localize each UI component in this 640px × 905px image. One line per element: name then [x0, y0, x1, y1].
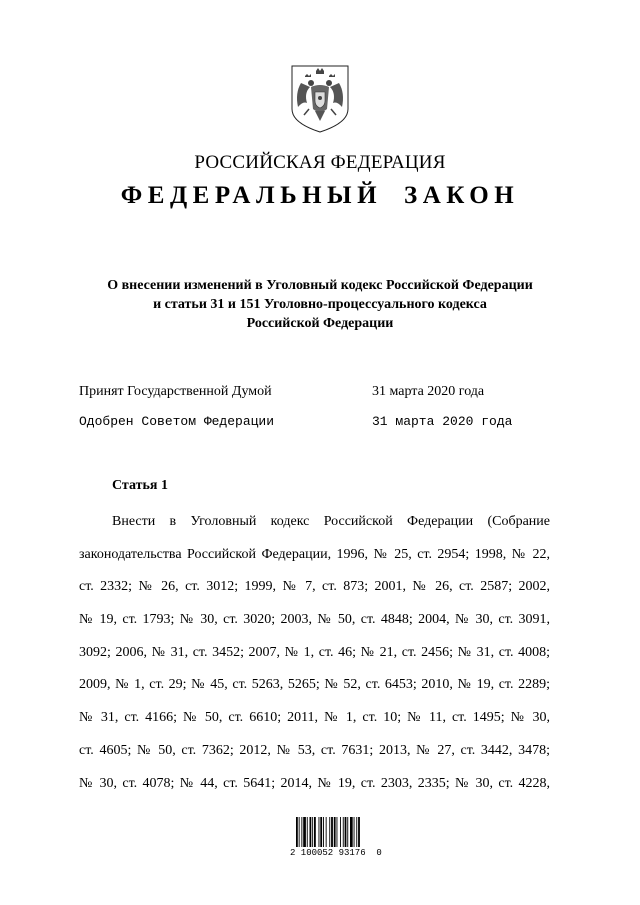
article-text-line: № 30, ст. 4078; № 44, ст. 5641; 2014, № 19, ст. 2303, 2335; № 30, ст. 4228, — [79, 775, 550, 791]
approved-date: 31 марта 2020 года — [372, 414, 513, 429]
article-text-line: 3092; 2006, № 31, ст. 3452; 2007, № 1, ст. 46; № 21, ст. 2456; № 31, ст. 4008; — [79, 644, 550, 660]
law-title-line: и статьи 31 и 151 Уголовно-процессуального кодекса — [153, 297, 487, 312]
article-text-line: ст. 4605; № 50, ст. 7362; 2012, № 53, ст. 7631; 2013, № 27, ст. 3442, 3478; — [79, 742, 550, 758]
article-heading: Статья 1 — [112, 478, 168, 493]
law-title — [0, 276, 640, 333]
barcode-bars-icon — [294, 817, 364, 847]
adopted-date: 31 марта 2020 года — [372, 384, 485, 399]
document-type-word-2: ЗАКОН — [404, 182, 520, 209]
law-title-line: О внесении изменений в Уголовный кодекс Российской Федерации — [107, 278, 533, 293]
article-body — [79, 506, 550, 800]
article-text-line: № 31, ст. 4166; № 50, ст. 6610; 2011, № 1, ст. 10; № 11, ст. 1495; № 30, — [79, 710, 550, 726]
article-text-line: № 19, ст. 1793; № 30, ст. 3020; 2003, № 50, ст. 4848; 2004, № 30, ст. 3091, — [79, 612, 550, 628]
approved-label: Одобрен Советом Федерации — [79, 414, 275, 429]
law-title-line: Российской Федерации — [246, 316, 394, 331]
document-type — [0, 182, 640, 210]
article-text-line: Внести в Уголовный кодекс Российской Федерации (Собрание — [112, 514, 550, 529]
coat-of-arms-emblem-icon — [289, 63, 351, 135]
article-text-line: 2009, № 1, ст. 29; № 45, ст. 5263, 5265; № 52, ст. 6453; 2010, № 19, ст. 2289; — [79, 677, 550, 693]
barcode-number: 2 100052 93176 0 — [290, 848, 382, 858]
document-type-word-1: ФЕДЕРАЛЬНЫЙ — [120, 182, 383, 209]
article-text-line: ст. 2332; № 26, ст. 3012; 1999, № 7, ст. 873; 2001, № 26, ст. 2587; 2002, — [79, 579, 550, 595]
adopted-label: Принят Государственной Думой — [79, 384, 272, 399]
article-text-line: законодательства Российской Федерации, 1996, № 25, ст. 2954; 1998, № 22, — [79, 546, 550, 562]
country-name: РОССИЙСКАЯ ФЕДЕРАЦИЯ — [194, 152, 446, 173]
